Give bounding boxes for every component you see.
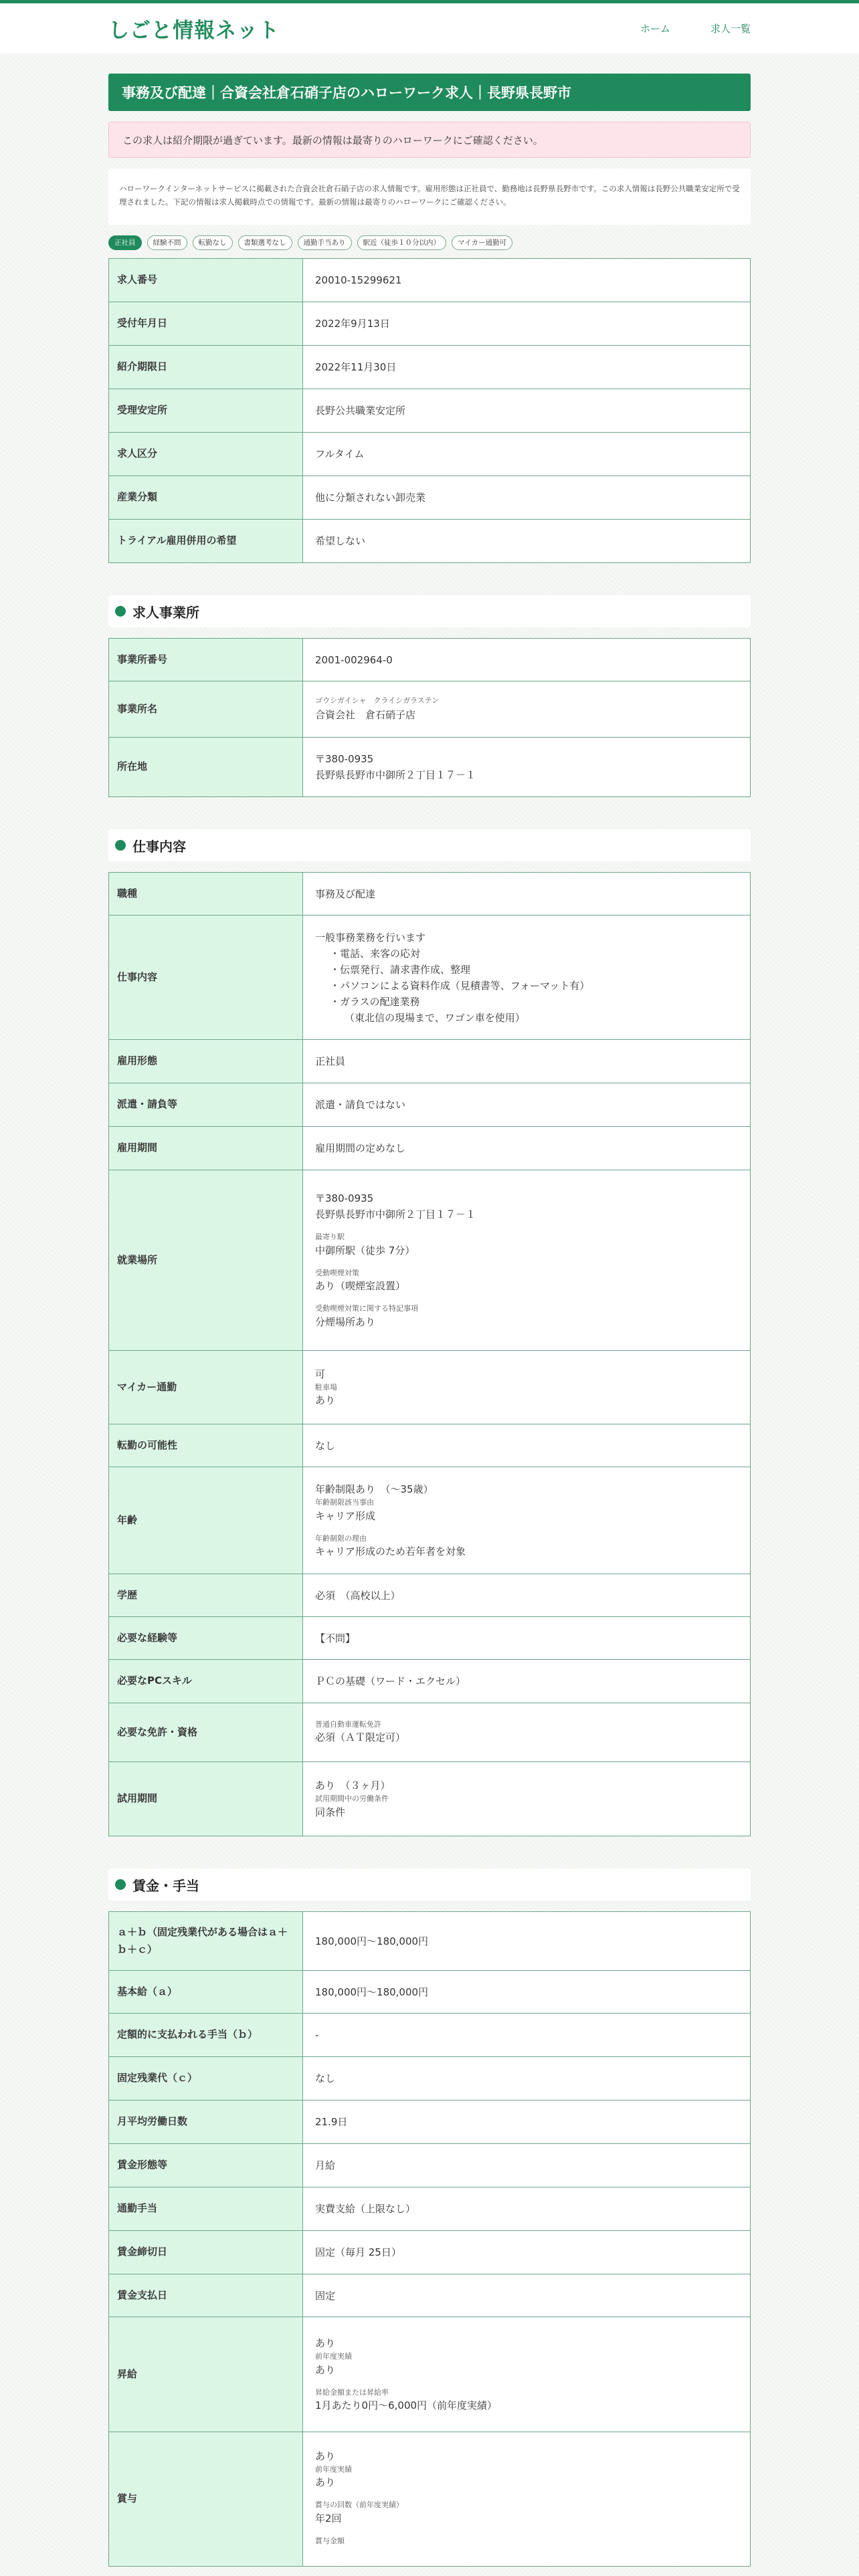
row-value <box>303 1351 750 1424</box>
row-value: 2022年11月30日 <box>315 361 397 373</box>
row-value <box>303 916 750 1039</box>
row-label: マイカー通勤 <box>109 1351 303 1424</box>
sub-label: 受動喫煙対策 <box>315 1268 359 1277</box>
section-title: 賃金・手当 <box>132 1877 199 1894</box>
nav-job-list-link[interactable]: 求人一覧 <box>710 23 751 35</box>
row-value: 長野公共職業安定所 <box>315 405 406 417</box>
table-row <box>109 2057 750 2101</box>
table-row <box>109 1660 750 1703</box>
table-row <box>109 1351 750 1424</box>
tag-no-document-screening: 書類選考なし <box>238 235 292 250</box>
table-row <box>109 389 750 433</box>
intro-note: ハローワークインターネットサービスに掲載された合資会社倉石硝子店の求人情報です。雇用形態は正社員で、勤務地は長野県長野市です。この求人情報は長野公共職業安定所で受理されました。下記の情報は求人掲載時点での情報です。最新の情報は最寄りのハローワークにご確認ください。 <box>108 169 751 225</box>
license-value: 必須（ＡＴ限定可） <box>315 1731 406 1744</box>
section-job-heading <box>108 829 751 861</box>
table-row <box>109 433 750 476</box>
table-row <box>109 346 750 389</box>
bonus-prev-value: あり <box>315 2476 336 2489</box>
wage-table <box>108 1911 751 2567</box>
row-value: 2022年9月13日 <box>315 318 390 330</box>
top-nav <box>600 21 751 35</box>
table-row <box>109 2317 750 2432</box>
table-row <box>109 873 750 916</box>
site-header <box>0 0 859 53</box>
main-content <box>108 74 751 2567</box>
row-label: 求人区分 <box>109 433 303 475</box>
office-table <box>108 638 751 797</box>
row-label: 事業所名 <box>109 681 303 737</box>
place-address: 長野県長野市中御所２丁目１７－１ <box>315 1208 476 1221</box>
expired-alert: この求人は紹介期限が過ぎています。最新の情報は最寄りのハローワークにご確認ください。 <box>108 122 751 158</box>
row-value: 必須 （高校以上） <box>315 1589 401 1602</box>
row-value: なし <box>315 2072 336 2084</box>
address: 長野県長野市中御所２丁目１７－１ <box>315 769 476 781</box>
sub-label: 年齢制限該当事由 <box>315 1498 374 1507</box>
row-value <box>303 1762 750 1836</box>
row-label: 学歴 <box>109 1574 303 1616</box>
row-label: 仕事内容 <box>109 916 303 1039</box>
row-value: 【不問】 <box>315 1632 356 1644</box>
table-row <box>109 1971 750 2014</box>
table-row <box>109 2187 750 2231</box>
row-value: ＰＣの基礎（ワード・エクセル） <box>315 1675 466 1687</box>
sub-label: 最寄り駅 <box>315 1232 345 1242</box>
sub-label: 賞与金額 <box>315 2536 345 2545</box>
row-value: 他に分類されない卸売業 <box>315 492 426 504</box>
job-table <box>108 872 751 1836</box>
table-row <box>109 1762 750 1836</box>
table-row <box>109 2432 750 2566</box>
row-label: 求人番号 <box>109 259 303 302</box>
row-value: 正社員 <box>315 1055 346 1067</box>
row-label: 試用期間 <box>109 1762 303 1836</box>
table-row <box>109 1170 750 1351</box>
row-value: 雇用期間の定めなし <box>315 1142 406 1154</box>
sub-label: 年齢制限の理由 <box>315 1533 367 1543</box>
age-limit: 年齢制限あり （～35歳） <box>315 1483 434 1496</box>
table-row <box>109 1574 750 1617</box>
raise-prev-value: あり <box>315 2363 336 2376</box>
row-value <box>303 1170 750 1350</box>
row-label: 月平均労働日数 <box>109 2101 303 2143</box>
row-value: 固定 <box>315 2289 336 2302</box>
table-row <box>109 1912 750 1971</box>
table-row <box>109 2144 750 2187</box>
row-value: - <box>315 2029 319 2041</box>
table-row <box>109 916 750 1040</box>
row-label: 昇給 <box>109 2317 303 2432</box>
feature-tags <box>108 235 751 250</box>
tag-car-commute: マイカー通勤可 <box>452 235 512 250</box>
content-line: ・パソコンによる資料作成（見積書等、フォーマット有） <box>330 979 590 992</box>
company-name: 合資会社 倉石硝子店 <box>315 708 416 721</box>
parking-value: あり <box>315 1394 336 1407</box>
raise-amount: 1月あたり0円～6,000円（前年度実績） <box>315 2399 498 2411</box>
sub-label: 前年度実績 <box>315 2465 352 2474</box>
section-title: 求人事業所 <box>132 604 199 621</box>
age-reason: キャリア形成のため若年者を対象 <box>315 1545 466 1558</box>
row-value <box>303 1467 750 1574</box>
tag-near-station: 駅近（徒歩１０分以内） <box>357 235 447 250</box>
bonus-times: 年2回 <box>315 2512 342 2525</box>
trial-conditions: 同条件 <box>315 1806 346 1818</box>
row-label: 賃金形態等 <box>109 2144 303 2187</box>
row-value <box>303 1703 750 1761</box>
table-row <box>109 259 750 302</box>
row-value: 21.9日 <box>315 2116 348 2128</box>
row-value <box>303 738 750 796</box>
bonus-value: あり <box>315 2450 336 2462</box>
row-value: フルタイム <box>315 448 365 460</box>
sub-label: 前年度実績 <box>315 2352 352 2361</box>
row-value: 20010-15299621 <box>315 274 402 286</box>
table-row <box>109 2274 750 2317</box>
table-row <box>109 681 750 738</box>
row-label: 年齢 <box>109 1467 303 1574</box>
nearest-station: 中御所駅（徒歩 7分） <box>315 1244 415 1257</box>
row-label: 事業所番号 <box>109 639 303 681</box>
sub-label: 受動喫煙対策に関する特記事項 <box>315 1304 418 1313</box>
car-commute-value: 可 <box>315 1368 326 1380</box>
age-reason-category: キャリア形成 <box>315 1509 376 1522</box>
basic-info-table <box>108 258 751 563</box>
table-row <box>109 1467 750 1574</box>
row-value: 固定（毎月 25日） <box>315 2246 401 2258</box>
content-line: ・伝票発行、請求書作成、整理 <box>330 963 471 976</box>
place-postal-code: 〒380-0935 <box>315 1192 374 1205</box>
row-value <box>303 2432 750 2566</box>
row-label: 雇用期間 <box>109 1127 303 1170</box>
row-label: 定額的に支払われる手当（ｂ） <box>109 2014 303 2056</box>
tag-commute-allowance: 通勤手当あり <box>298 235 352 250</box>
section-office-heading <box>108 595 751 627</box>
sub-label: 普通自動車運転免許 <box>315 1719 381 1729</box>
row-label: 紹介期限日 <box>109 346 303 389</box>
bullet-dot-icon <box>115 1879 126 1890</box>
row-label: 転勤の可能性 <box>109 1424 303 1467</box>
table-row <box>109 2101 750 2144</box>
row-value: 180,000円～180,000円 <box>315 1985 429 1998</box>
row-label: 賞与 <box>109 2432 303 2566</box>
table-row <box>109 1703 750 1762</box>
table-row <box>109 2231 750 2274</box>
row-value: 180,000円～180,000円 <box>315 1935 429 1947</box>
row-label: 派遣・請負等 <box>109 1083 303 1126</box>
row-label: 雇用形態 <box>109 1040 303 1083</box>
row-value: 希望しない <box>315 535 366 547</box>
table-row <box>109 738 750 796</box>
row-label: トライアル雇用併用の希望 <box>109 520 303 562</box>
row-label: 固定残業代（ｃ） <box>109 2057 303 2100</box>
row-value: 月給 <box>315 2159 336 2171</box>
row-label: ａ＋ｂ（固定残業代がある場合はａ＋ｂ＋ｃ） <box>109 1912 303 1970</box>
table-row <box>109 639 750 681</box>
content-line: ・ガラスの配達業務 <box>330 995 420 1008</box>
sub-label: 駐車場 <box>315 1382 337 1392</box>
row-label: 基本給（ａ） <box>109 1971 303 2013</box>
table-row <box>109 2014 750 2057</box>
row-label: 必要な免許・資格 <box>109 1703 303 1761</box>
table-row <box>109 520 750 562</box>
table-row <box>109 302 750 346</box>
bullet-dot-icon <box>115 840 126 851</box>
row-label: 賃金締切日 <box>109 2231 303 2274</box>
row-label: 受付年月日 <box>109 302 303 345</box>
tag-regular-employee: 正社員 <box>108 235 142 250</box>
section-title: 仕事内容 <box>132 838 186 855</box>
row-value: 事務及び配達 <box>315 887 376 900</box>
smoking-note: 分煙場所あり <box>315 1315 376 1328</box>
postal-code: 〒380-0935 <box>315 753 374 765</box>
sub-label: 昇給金額または昇給率 <box>315 2387 389 2397</box>
row-label: 通勤手当 <box>109 2187 303 2230</box>
sub-label: 賞与の回数（前年度実績） <box>315 2500 403 2510</box>
row-value: 実費支給（上限なし） <box>315 2203 416 2215</box>
smoking-measure: あり（喫煙室設置） <box>315 1280 406 1293</box>
row-label: 必要なPCスキル <box>109 1660 303 1703</box>
row-label: 職種 <box>109 873 303 915</box>
nav-home-link[interactable]: ホーム <box>640 23 670 35</box>
section-wage-heading <box>108 1868 751 1901</box>
row-value: 派遣・請負ではない <box>315 1099 406 1111</box>
content-line: 一般事務業務を行います <box>315 931 426 944</box>
content-line: （東北信の現場まで、ワゴン車を使用） <box>345 1011 525 1024</box>
trial-period: あり （３ヶ月） <box>315 1780 391 1792</box>
row-value: 2001-002964-0 <box>315 653 393 666</box>
row-value <box>303 681 750 737</box>
raise-value: あり <box>315 2337 336 2350</box>
tag-no-experience: 経験不問 <box>147 235 187 250</box>
company-name-kana: ゴウシガイシャ クライシガラステン <box>315 696 440 706</box>
content-line: ・電話、来客の応対 <box>330 947 421 960</box>
tag-no-transfer: 転勤なし <box>193 235 233 250</box>
page-title: 事務及び配達｜合資会社倉石硝子店のハローワーク求人｜長野県長野市 <box>108 74 751 111</box>
row-label: 所在地 <box>109 738 303 796</box>
row-value: なし <box>315 1439 336 1452</box>
table-row <box>109 1127 750 1170</box>
table-row <box>109 1424 750 1467</box>
table-row <box>109 1083 750 1127</box>
row-label: 受理安定所 <box>109 389 303 432</box>
site-logo[interactable]: しごと情報ネット <box>108 19 280 43</box>
sub-label: 試用期間中の労働条件 <box>315 1794 389 1804</box>
bullet-dot-icon <box>115 606 126 617</box>
row-label: 就業場所 <box>109 1170 303 1350</box>
table-row <box>109 476 750 520</box>
table-row <box>109 1040 750 1083</box>
row-label: 産業分類 <box>109 476 303 519</box>
row-label: 必要な経験等 <box>109 1617 303 1659</box>
row-label: 賃金支払日 <box>109 2274 303 2317</box>
row-value <box>303 2317 750 2432</box>
table-row <box>109 1617 750 1660</box>
